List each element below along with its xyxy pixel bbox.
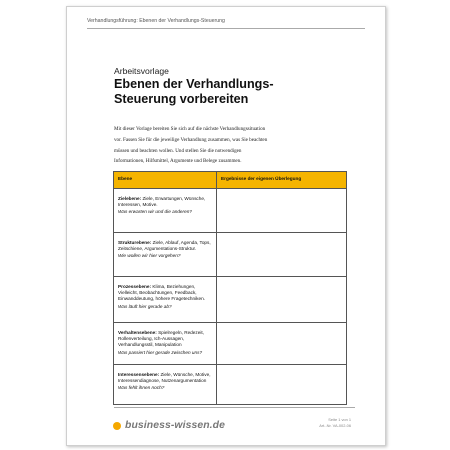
table-row [114, 365, 347, 405]
level-label: Strukturebene: [118, 240, 152, 245]
intro-paragraph [114, 124, 359, 167]
logo-dot-icon [113, 422, 121, 430]
table-row [114, 233, 347, 277]
document-page [66, 6, 386, 446]
guiding-question: Wie wollen wir hier vorgehen? [118, 253, 181, 259]
answer-cell[interactable] [217, 189, 347, 233]
level-text: Klima, Beziehungen, Vielleicht, Beobachtungen, Feedback, Einwanddeutung, höhere Fragetechniken. [118, 284, 206, 302]
running-header: Verhandlungsführung: Ebenen der Verhandlungs-Steuerung [87, 18, 365, 29]
intro-line: vor. Fassen Sie für die jeweilige Verhandlung zusammen, was Sie beachten [114, 136, 268, 143]
level-description [114, 233, 217, 277]
intro-line: Informationen, Hilfsmittel, Argumente und Belege zusammen. [114, 158, 242, 165]
table-row [114, 323, 347, 365]
logo-text: business-wissen.de [125, 420, 225, 431]
level-label: Interessensebene: [118, 372, 160, 377]
level-text: Ziele, Wünsche, Motive, Interessendiagnose, Nutzenargumentation [118, 372, 211, 384]
document-eyebrow: Arbeitsvorlage [114, 66, 169, 76]
level-label: Prozessebene: [118, 284, 152, 289]
document-title-line: Ebenen der Verhandlungs- [114, 77, 274, 91]
answer-cell[interactable] [217, 233, 347, 277]
article-number: Art.-Nr. VA-002-06 [319, 423, 351, 428]
level-description [114, 277, 217, 323]
level-label: Verhaltensebene: [118, 330, 157, 335]
guiding-question: Was läuft hier gerade ab? [118, 303, 172, 309]
page-number: Seite 1 von 1 [328, 417, 351, 422]
guiding-question: Was passiert hier gerade zwischen uns? [118, 349, 203, 355]
page-info [319, 417, 351, 429]
level-description [114, 189, 217, 233]
level-description [114, 365, 217, 405]
worksheet-table [113, 171, 347, 405]
level-text: Spielregeln, Redezeit, Rollenverteilung, Ich-Aussagen, Verhandlungsstil, Manipulation [118, 330, 204, 348]
footer-divider [114, 407, 355, 408]
level-label: Zielebene: [118, 196, 142, 201]
level-description [114, 323, 217, 365]
document-title [114, 77, 274, 107]
level-text: Ziele, Ablauf, Agenda, Tops, Zeitschiene, Argumentations-Struktur. [118, 240, 211, 252]
document-title-line: Steuerung vorbereiten [114, 92, 249, 106]
table-row [114, 189, 347, 233]
brand-logo [113, 420, 225, 431]
intro-line: Mit dieser Vorlage bereiten Sie sich auf die nächste Verhandlungssituation [114, 126, 266, 132]
column-header-level: Ebene [114, 172, 217, 189]
intro-line: müssen und beachten wollen. Und stellen Sie die notwendigen [114, 147, 242, 154]
guiding-question: Was fehlt ihnen noch? [118, 385, 165, 391]
level-text: Ziele, Erwartungen, Wünsche, Interessen, Motive. [118, 196, 206, 208]
table-row [114, 277, 347, 323]
guiding-question: Was erwarten wir und die anderen? [118, 209, 192, 215]
answer-cell[interactable] [217, 277, 347, 323]
table-header-row [114, 172, 347, 189]
answer-cell[interactable] [217, 323, 347, 365]
column-header-results: Ergebnisse der eigenen Überlegung [217, 172, 347, 189]
answer-cell[interactable] [217, 365, 347, 405]
